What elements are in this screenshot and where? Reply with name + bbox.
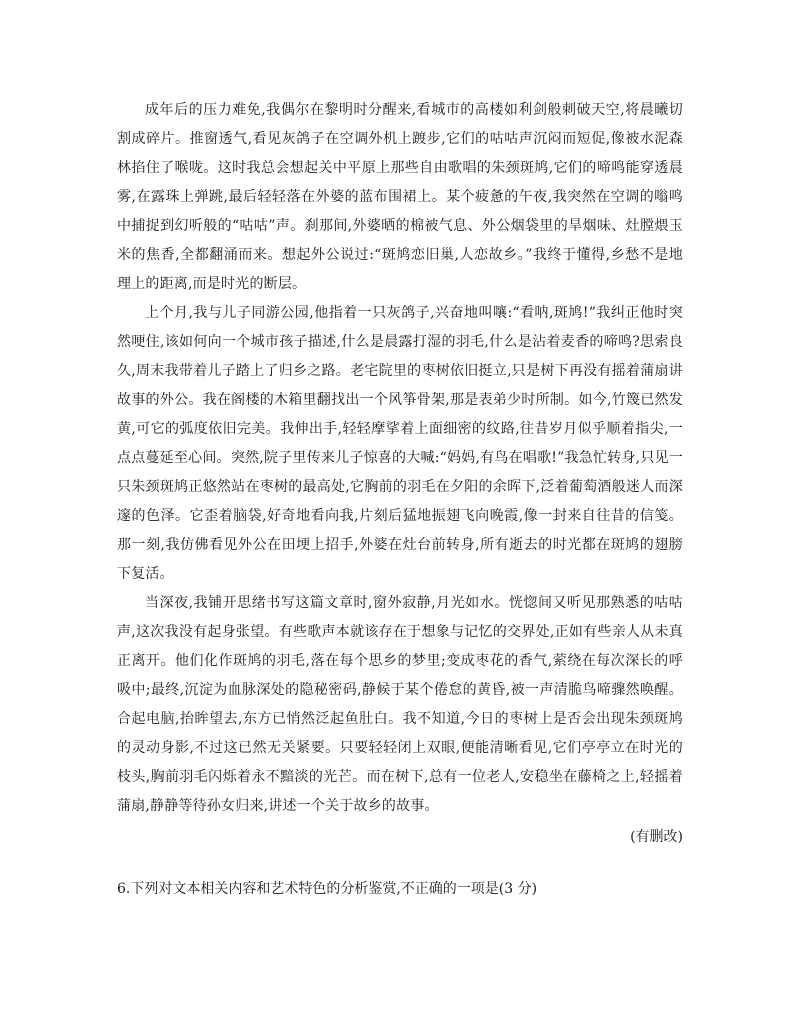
- article-paragraph-1: 成年后的压力难免,我偶尔在黎明时分醒来,看城市的高楼如利剑般刺破天空,将晨曦切割成碎片。推窗透气,看见灰鸽子在空调外机上踱步,它们的咕咕声沉闷而短促,像被水泥森林掐住了喉咙。这时我总会想起关中平原上那些自由歌唱的朱颈斑鸠,它们的啼鸣能穿透晨雾,在露珠上弹跳,最后轻轻落在外婆的蓝布围裙上。某个疲惫的午夜,我突然在空调的嗡鸣中捕捉到幻听般的“咕咕”声。刹那间,外婆晒的棉被气息、外公烟袋里的旱烟味、灶膛煨玉米的焦香,全都翻涌而来。想起外公说过:“斑鸠恋旧巢,人恋故乡。”我终于懂得,乡愁不是地理上的距离,而是时光的断层。: [117, 102, 683, 292]
- article-paragraph-2: 上个月,我与儿子同游公园,他指着一只灰鸽子,兴奋地叫嚷:“看呐,斑鸠!”我纠正他时突然哽住,该如何向一个城市孩子描述,什么是晨露打湿的羽毛,什么是沾着麦香的啼鸣?思索良久,周末我带着儿子踏上了归乡之路。老宅院里的枣树依旧挺立,只是树下再没有摇着蒲扇讲故事的外公。我在阁楼的木箱里翻找出一个风筝骨架,那是表弟少时所制。如今,竹篾已然发黄,可它的弧度依旧完美。我伸出手,轻轻摩挲着上面细密的纹路,往昔岁月似乎顺着指尖,一点点蔓延至心间。突然,院子里传来儿子惊喜的大喊:“妈妈,有鸟在唱歌!”我急忙转身,只见一只朱颈斑鸠正悠然站在枣树的最高处,它胸前的羽毛在夕阳的余晖下,泛着葡萄酒般迷人而深邃的色泽。它歪着脑袋,好奇地看向我,片刻后猛地振翅飞向晚霞,像一封来自往昔的信笺。那一刻,我仿佛看见外公在田埂上招手,外婆在灶台前转身,所有逝去的时光都在斑鸠的翅膀下复活。: [117, 305, 683, 582]
- article-body: [117, 96, 683, 852]
- source-note: (有删改): [630, 829, 683, 845]
- article-paragraph-3: 当深夜,我铺开思绪书写这篇文章时,窗外寂静,月光如水。恍惚间又听见那熟悉的咕咕声,这次我没有起身张望。有些歌声本就该存在于想象与记忆的交界处,正如有些亲人从未真正离开。他们化作斑鸠的羽毛,落在每个思乡的梦里;变成枣花的香气,萦绕在每次深长的呼吸中;最终,沉淀为血脉深处的隐秘密码,静候于某个倦怠的黄昏,被一声清脆鸟啼骤然唤醒。合起电脑,抬眸望去,东方已悄然泛起鱼肚白。我不知道,今日的枣树上是否会出现朱颈斑鸠的灵动身影,不过这已然无关紧要。只要轻轻闭上双眼,便能清晰看见,它们亭亭立在时光的枝头,胸前羽毛闪烁着永不黯淡的光芒。而在树下,总有一位老人,安稳坐在藤椅之上,轻摇着蒲扇,静静等待孙女归来,讲述一个关于故乡的故事。: [117, 595, 683, 814]
- question-6: 6.下列对文本相关内容和艺术特色的分析鉴赏,不正确的一项是(3 分): [117, 881, 538, 897]
